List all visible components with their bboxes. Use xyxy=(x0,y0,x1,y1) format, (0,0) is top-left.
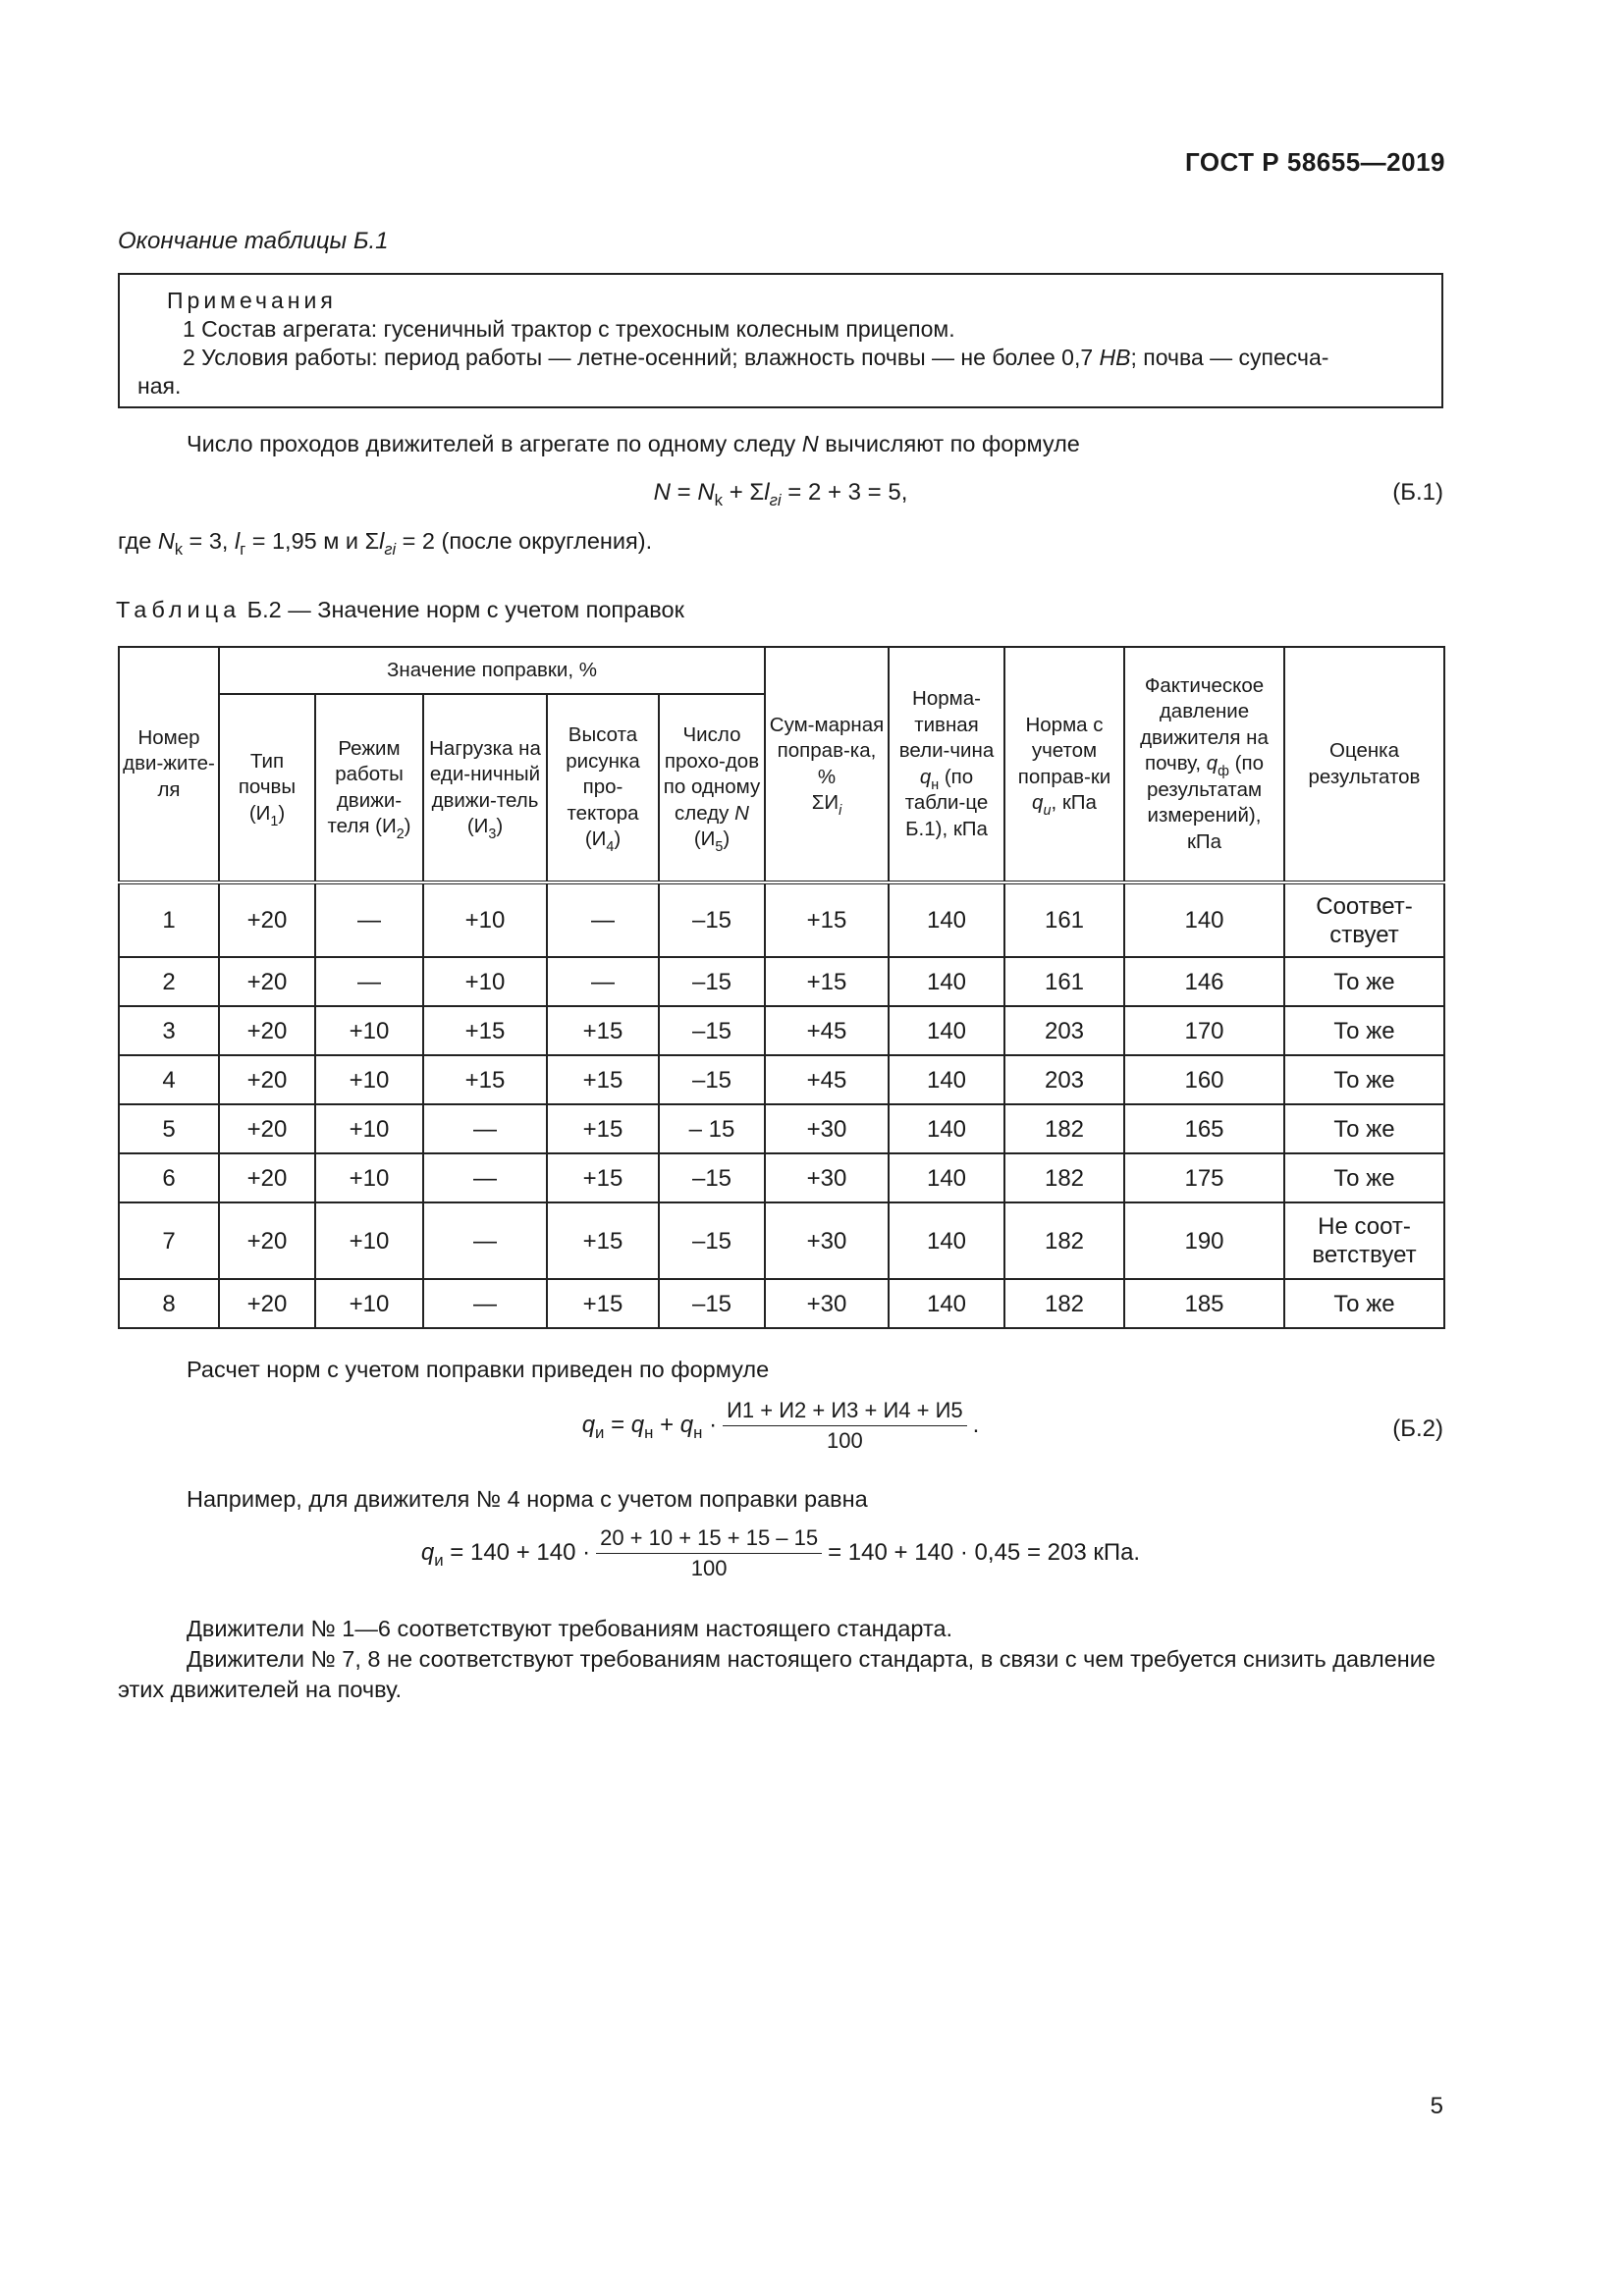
header-result: Оценка результатов xyxy=(1284,647,1444,882)
formula-example-expression: $q_и = 140 + 140$ · $\frac{20 + 10 + 15 + 15 - 15}{100}$ = 140 + 140 · 0,45 = 203 кПа. xyxy=(420,1525,1141,1580)
table-row: 6 +20 +10 — +15 –15 +30 140 182 175 То же xyxy=(119,1153,1444,1202)
formula-example-fraction: $\frac{20 + 10 + 15 + 15 - 15}{100}$ xyxy=(596,1525,822,1581)
notes-box xyxy=(118,273,1443,408)
note-1: 1 Состав агрегата: гусеничный трактор с трехосным колесным прицепом. xyxy=(183,316,955,342)
header-sum: Сум-марная поправ-ка, % $\Sigma И_i$ xyxy=(765,647,889,882)
table-b2-caption: Таблица Б.2 — Значение норм с учетом поправок xyxy=(116,597,684,622)
notes-title: Примечания xyxy=(167,288,337,313)
header-tread: Высота рисунка про-тектора $(И_4)$ xyxy=(547,694,659,882)
formula-b2 xyxy=(118,1398,1443,1467)
table-row: 7 +20 +10 — +15 –15 +30 140 182 190 Не соот-ветствует xyxy=(119,1202,1444,1279)
header-soil-type: Тип почвы $(И_1)$ xyxy=(219,694,315,882)
formula-b2-fraction: $\frac{И1 + И2 + И3 + И4 + И5}{100}$ xyxy=(723,1398,967,1454)
formula-b2-example xyxy=(118,1525,1443,1594)
formula-b1-number: (Б.1) xyxy=(1392,479,1443,506)
formula-b2-expression: $q_и = q_н + q_н$ · $\frac{И1 + И2 + И3 + И4 + И5}{100}$ . xyxy=(581,1398,980,1453)
table-row: 2 +20 — +10 — –15 +15 140 161 146 То же xyxy=(119,957,1444,1006)
table-row: 4 +20 +10 +15 +15 –15 +45 140 203 160 То же xyxy=(119,1055,1444,1104)
table-row: 5 +20 +10 — +15 – 15 +30 140 182 165 То же xyxy=(119,1104,1444,1153)
page-number: 5 xyxy=(1430,2093,1443,2119)
table-row: 3 +20 +10 +15 +15 –15 +45 140 203 170 То же xyxy=(119,1006,1444,1055)
table-row: 8 +20 +10 — +15 –15 +30 140 182 185 То же xyxy=(119,1279,1444,1328)
header-passes: Число прохо-дов по одному следу N $(И_5)$ xyxy=(659,694,765,882)
norms-intro: Расчет норм с учетом поправки приведен по формуле xyxy=(187,1357,770,1382)
table-row: 1 +20 — +10 — –15 +15 140 161 140 Соответ-ствует xyxy=(119,882,1444,957)
header-corrected: Норма с учетом поправ-ки $q_и$, кПа xyxy=(1004,647,1124,882)
passes-where: где $N_k = 3$, $l_г = 1,95$ м и $\Sigma l_{гi} = 2$ (после округления). xyxy=(118,528,653,559)
note-2: 2 Условия работы: период работы — летне-осенний; влажность почвы — не более 0,7 НВ; почва — супесча- xyxy=(183,345,1329,370)
header-number: Номер дви-жите-ля xyxy=(119,647,219,882)
header-nominal: Норма-тивная вели-чина $q_н$ (по табли-це Б.1), кПа xyxy=(889,647,1004,882)
header-group: Значение поправки, % xyxy=(219,647,765,694)
formula-b2-number: (Б.2) xyxy=(1392,1415,1443,1442)
passes-intro: Число проходов движителей в агрегате по одному следу N вычисляют по формуле xyxy=(187,431,1080,456)
table-b2 xyxy=(118,646,1445,1329)
example-intro: Например, для движителя № 4 норма с учетом поправки равна xyxy=(187,1486,868,1512)
conclusion-2: Движители № 7, 8 не соответствуют требованиям настоящего стандарта, в связи с чем требуется снизить давление этих движителей на почву. xyxy=(118,1646,1435,1702)
formula-b1-expression: $N = N_k + \Sigma l_{гi} = 2 + 3 = 5$, xyxy=(653,479,908,509)
header-load: Нагрузка на еди-ничный движи-тель $(И_3)$ xyxy=(423,694,547,882)
table-b1-end-caption: Окончание таблицы Б.1 xyxy=(118,228,389,254)
note-2-continuation: ная. xyxy=(137,373,182,399)
formula-b1 xyxy=(118,479,1443,518)
header-actual: Фактическое давление движителя на почву, $q_ф$ (по результатам измерений), кПа xyxy=(1124,647,1284,882)
document-id: ГОСТ Р 58655—2019 xyxy=(1184,147,1445,177)
conclusion-1: Движители № 1—6 соответствуют требованиям настоящего стандарта. xyxy=(187,1616,953,1641)
header-work-mode: Режим работы движи-теля $(И_2)$ xyxy=(315,694,423,882)
